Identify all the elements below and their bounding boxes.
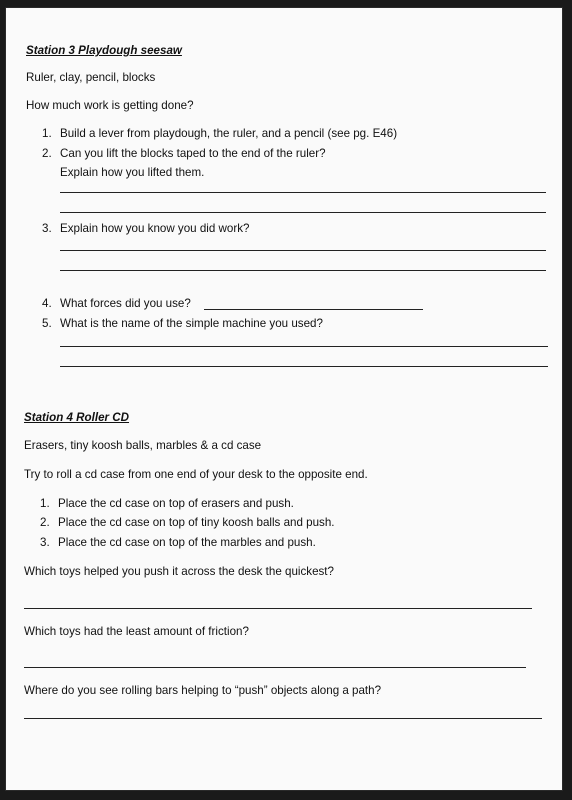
item-text: What forces did you use? <box>60 297 191 310</box>
item-text: Place the cd case on top of tiny koosh balls and push. <box>58 516 335 529</box>
station3-item-3 <box>42 222 249 236</box>
item-number: 2. <box>40 516 50 529</box>
station4-item-2 <box>40 516 335 530</box>
item-text: Explain how you know you did work? <box>60 222 250 235</box>
item-text: Build a lever from playdough, the ruler, and a pencil (see pg. E46) <box>60 127 398 140</box>
station3-item-1 <box>42 127 397 141</box>
answer-line[interactable] <box>60 366 548 367</box>
item-number: 2. <box>42 147 52 160</box>
answer-line[interactable] <box>60 192 546 193</box>
item-text: Can you lift the blocks taped to the end of the ruler? <box>60 147 326 160</box>
answer-line[interactable] <box>24 718 542 719</box>
station4-question-1: Which toys helped you push it across the desk the quickest? <box>24 565 334 578</box>
station4-question-2: Which toys had the least amount of friction? <box>24 625 249 638</box>
station4-item-1 <box>40 497 294 511</box>
station3-question: How much work is getting done? <box>26 99 194 112</box>
answer-line[interactable] <box>60 270 546 271</box>
item-text: Place the cd case on top of erasers and push. <box>58 497 294 510</box>
item-text: Place the cd case on top of the marbles and push. <box>58 536 316 549</box>
item-number: 1. <box>42 127 52 140</box>
item-text: What is the name of the simple machine you used? <box>60 317 323 330</box>
item-number: 1. <box>40 497 50 510</box>
station4-instruction: Try to roll a cd case from one end of your desk to the opposite end. <box>24 468 368 481</box>
station3-item-5 <box>42 317 323 331</box>
answer-line[interactable] <box>60 212 546 213</box>
station3-item-4 <box>42 297 191 311</box>
answer-line[interactable] <box>60 250 546 251</box>
station4-title: Station 4 Roller CD <box>24 411 130 424</box>
station4-question-3: Where do you see rolling bars helping to “push” objects along a path? <box>24 684 382 697</box>
item-number: 4. <box>42 297 52 310</box>
answer-line[interactable] <box>60 346 548 347</box>
station3-materials: Ruler, clay, pencil, blocks <box>26 71 156 84</box>
answer-line[interactable] <box>24 608 532 609</box>
answer-line[interactable] <box>204 309 423 310</box>
station3-item-2-explain: Explain how you lifted them. <box>60 166 205 179</box>
item-number: 3. <box>40 536 50 549</box>
answer-line[interactable] <box>24 667 526 668</box>
station4-item-3 <box>40 536 316 550</box>
station3-title: Station 3 Playdough seesaw <box>26 44 182 57</box>
station3-item-2 <box>42 147 326 161</box>
station4-materials: Erasers, tiny koosh balls, marbles & a cd case <box>24 439 262 452</box>
item-number: 5. <box>42 317 52 330</box>
worksheet-page <box>6 8 562 790</box>
item-number: 3. <box>42 222 52 235</box>
